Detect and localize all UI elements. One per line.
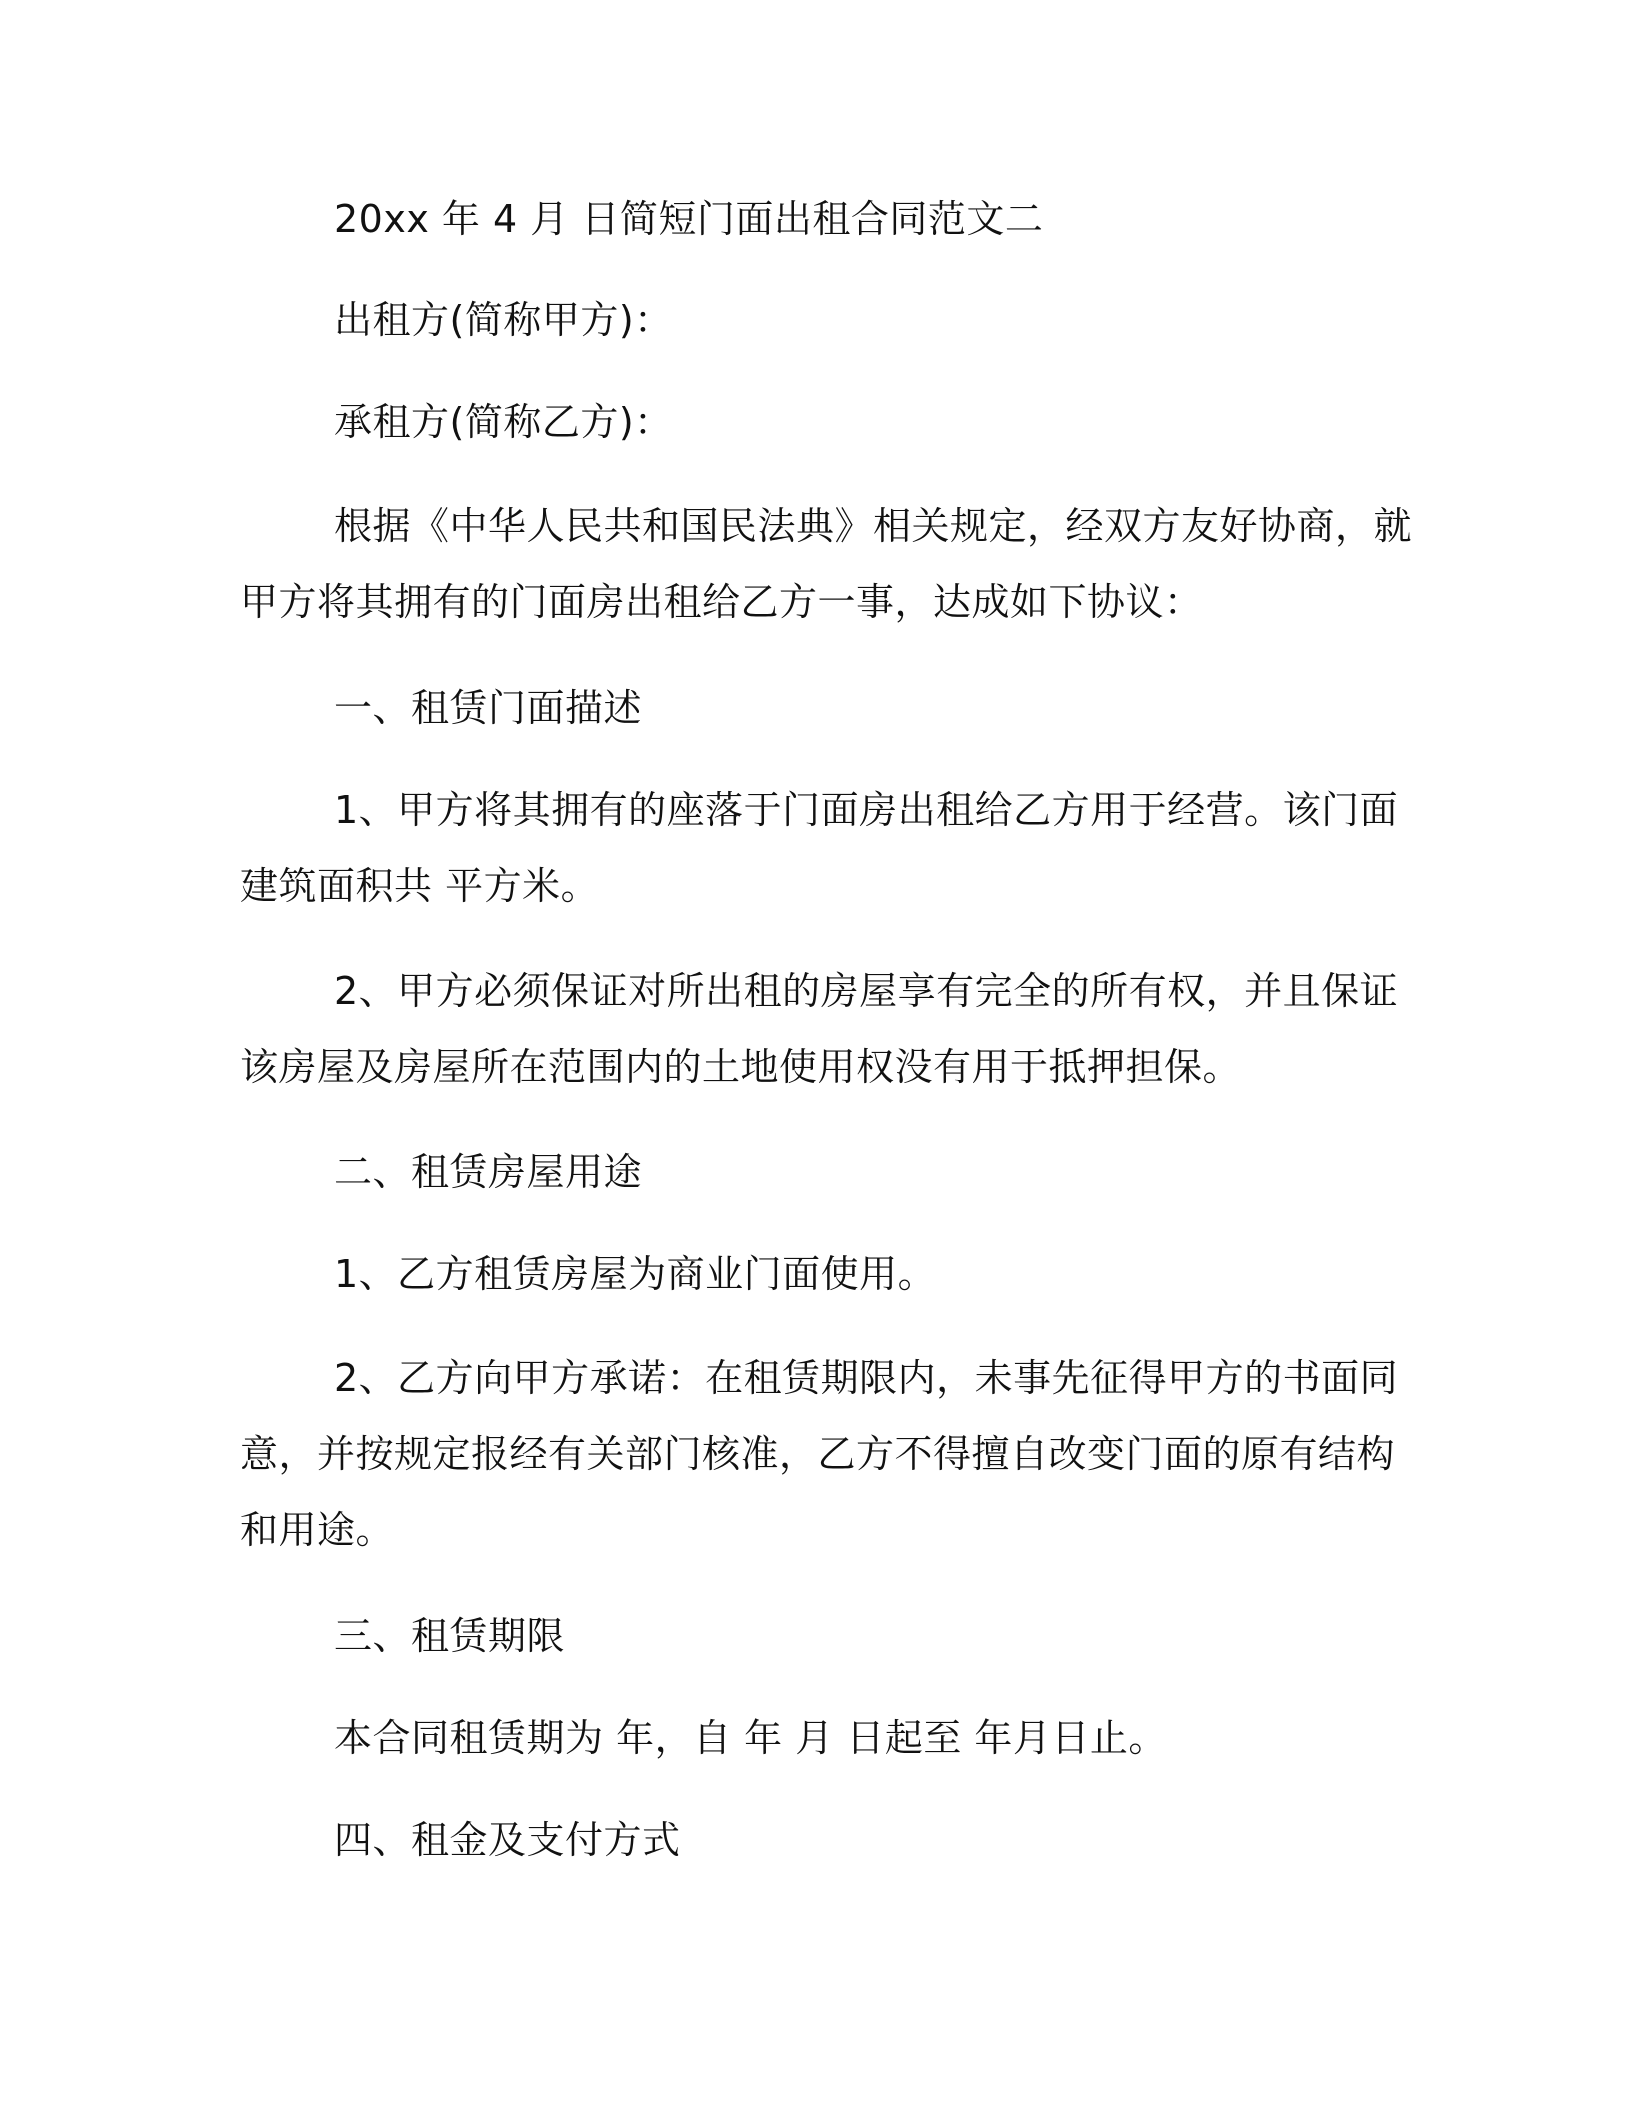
section-1-item-2-line-1: 2、甲方必须保证对所出租的房屋享有完全的所有权，并且保证 <box>334 969 1399 1013</box>
section-2-item-2-line-2: 意，并按规定报经有关部门核准，乙方不得擅自改变门面的原有结构 <box>240 1432 1396 1476</box>
section-1-item-2-line-2: 该房屋及房屋所在范围内的土地使用权没有用于抵押担保。 <box>240 1045 1242 1089</box>
lessor-line: 出租方(简称甲方)： <box>334 298 673 342</box>
section-3-body: 本合同租赁期为 年，自 年 月 日起至 年月日止。 <box>334 1716 1167 1760</box>
section-heading-1: 一、租赁门面描述 <box>334 686 643 730</box>
document-title: 20xx 年 4 月 日简短门面出租合同范文二 <box>334 197 1044 241</box>
preamble-line-1: 根据《中华人民共和国民法典》相关规定，经双方友好协商，就 <box>334 504 1413 548</box>
preamble-line-2: 甲方将其拥有的门面房出租给乙方一事，达成如下协议： <box>240 580 1203 624</box>
section-heading-3: 三、租赁期限 <box>334 1614 566 1658</box>
section-heading-2: 二、租赁房屋用途 <box>334 1150 643 1194</box>
section-2-item-2-line-1: 2、乙方向甲方承诺：在租赁期限内，未事先征得甲方的书面同 <box>334 1356 1399 1400</box>
section-heading-4: 四、租金及支付方式 <box>334 1818 681 1862</box>
section-1-item-1-line-2: 建筑面积共 平方米。 <box>240 864 600 908</box>
section-2-item-2-line-3: 和用途。 <box>240 1508 395 1552</box>
section-1-item-1-line-1: 1、甲方将其拥有的座落于门面房出租给乙方用于经营。该门面 <box>334 788 1399 832</box>
section-2-item-1: 1、乙方租赁房屋为商业门面使用。 <box>334 1252 937 1296</box>
lessee-line: 承租方(简称乙方)： <box>334 400 673 444</box>
